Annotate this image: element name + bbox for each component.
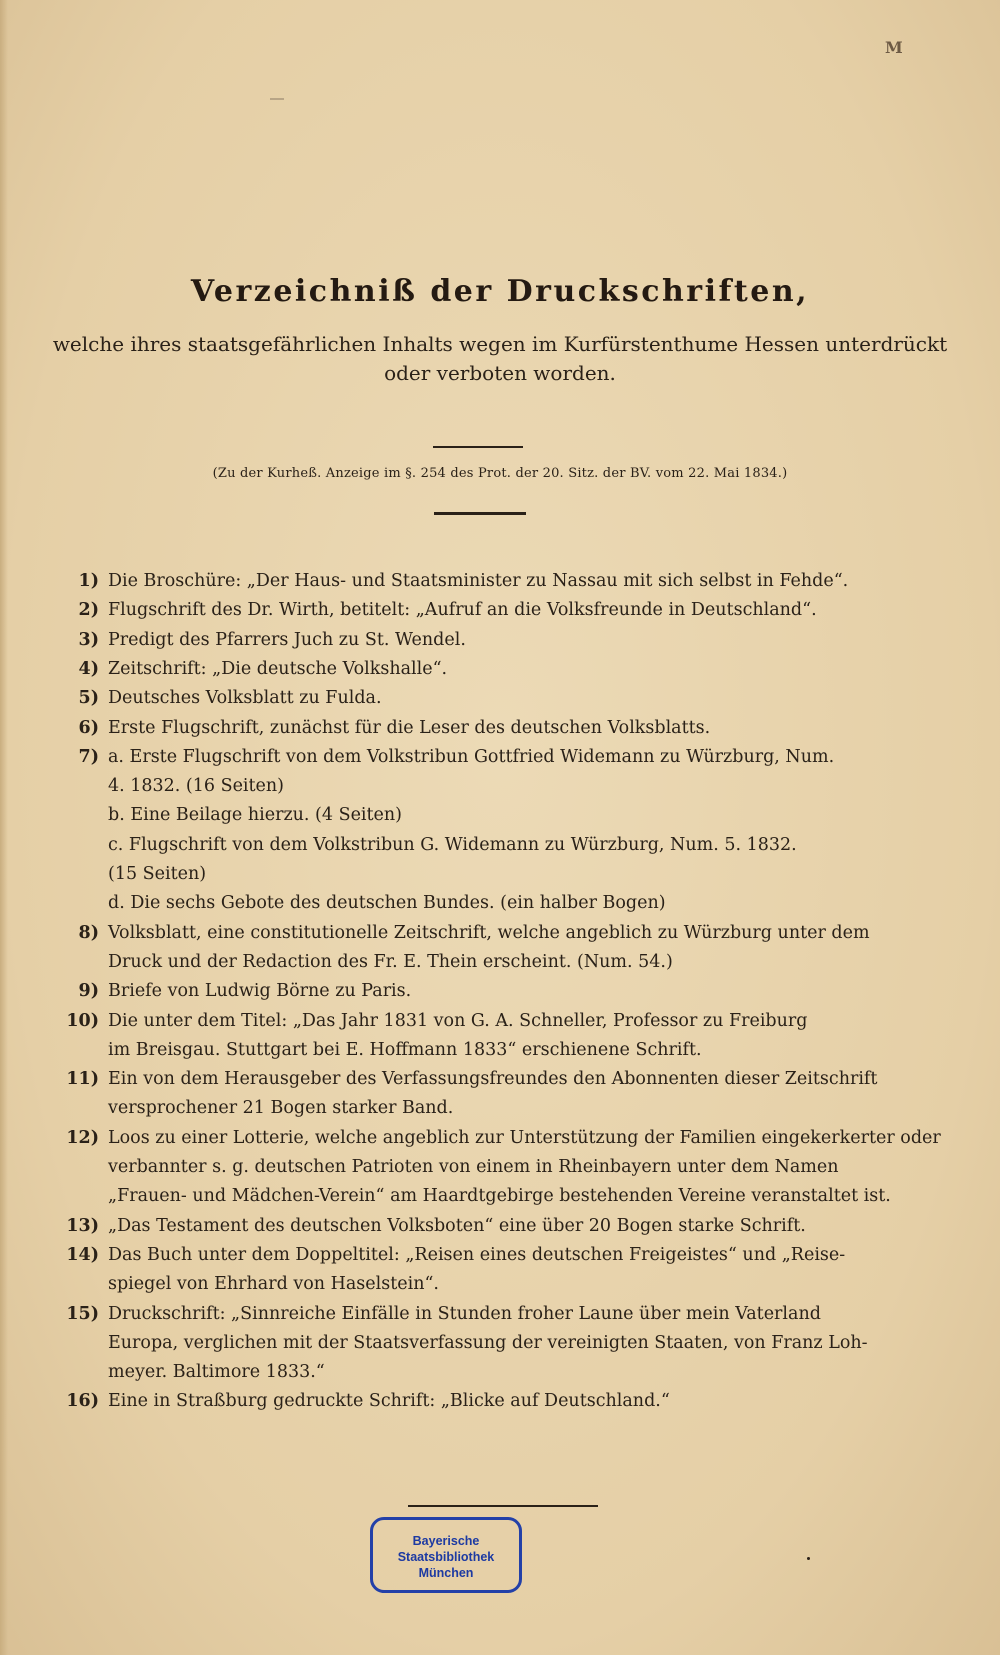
list-item-number: 14) (66, 1244, 99, 1265)
list-item-text: Flugschrift des Dr. Wirth, betitelt: „Aufruf an die Volksfreunde in Deutschland“. (108, 600, 817, 621)
list-item-text: Erste Flugschrift, zunächst für die Leser des deutschen Volksblatts. (108, 717, 711, 738)
list-item-text: Briefe von Ludwig Börne zu Paris. (108, 981, 412, 1002)
list-item-text: Eine in Straßburg gedruckte Schrift: „Blicke auf Deutschland.“ (108, 1391, 670, 1412)
list-item-number: 16) (66, 1391, 99, 1412)
ink-speck (270, 98, 284, 100)
document-subtitle (30, 330, 970, 388)
list-item-text: 4. 1832. (16 Seiten) (108, 776, 285, 797)
list-item-number: 10) (66, 1010, 99, 1031)
list-item-number: 13) (66, 1215, 99, 1236)
list-item-text: „Frauen- und Mädchen-Verein“ am Haardtgebirge bestehenden Vereine veranstaltet ist. (108, 1186, 891, 1207)
closing-rule (408, 1505, 598, 1507)
divider-rule-bottom (434, 512, 526, 515)
list-item-text: Zeitschrift: „Die deutsche Volkshalle“. (108, 658, 448, 679)
list-item-text: versprochener 21 Bogen starker Band. (108, 1098, 454, 1119)
list-item-number: 6) (78, 717, 99, 738)
list-item-text: a. Erste Flugschrift von dem Volkstribun Gottfried Widemann zu Würzburg, Num. (108, 746, 835, 767)
list-item-number: 7) (78, 746, 99, 767)
library-stamp (370, 1517, 522, 1593)
document-title: Verzeichniß der Druckschriften, (190, 274, 810, 309)
list-item-text: Die Broschüre: „Der Haus- und Staatsminister zu Nassau mit sich selbst in Fehde“. (108, 571, 849, 591)
list-item-text: Druck und der Redaction des Fr. E. Thein erscheint. (Num. 54.) (108, 951, 673, 972)
list-item-text: Predigt des Pfarrers Juch zu St. Wendel. (108, 629, 466, 650)
list-item-text: Loos zu einer Lotterie, welche angeblich zur Unterstützung der Familien eingekerkerter oder (108, 1127, 941, 1148)
list-item-number: 1) (78, 571, 99, 591)
stamp-line-3: München (418, 1566, 474, 1580)
list-item-text: meyer. Baltimore 1833.“ (108, 1362, 325, 1383)
reference-note: (Zu der Kurheß. Anzeige im §. 254 des Prot. der 20. Sitz. der BV. vom 22. Mai 1834.) (212, 466, 788, 481)
list-item-text: c. Flugschrift von dem Volkstribun G. Widemann zu Würzburg, Num. 5. 1832. (108, 834, 797, 855)
stamp-line-2: Staatsbibliothek (397, 1550, 495, 1564)
list-item-text: Die unter dem Titel: „Das Jahr 1831 von G. A. Schneller, Professor zu Freiburg (108, 1010, 808, 1031)
list-item-number: 9) (78, 981, 99, 1002)
list-item-text: „Das Testament des deutschen Volksboten“ eine über 20 Bogen starke Schrift. (108, 1215, 806, 1236)
subtitle-line-1: welche ihres staatsgefährlichen Inhalts wegen im Kurfürstenthume Hessen unterdrückt (52, 332, 948, 356)
list-item-text: Deutsches Volksblatt zu Fulda. (108, 688, 382, 709)
list-item-number: 2) (78, 600, 99, 621)
list-item-text: Druckschrift: „Sinnreiche Einfälle in Stunden froher Laune über mein Vaterland (108, 1303, 821, 1324)
list-item-text: im Breisgau. Stuttgart bei E. Hoffmann 1833“ erschienene Schrift. (108, 1039, 702, 1060)
list-item-number: 11) (66, 1069, 99, 1090)
list-item-number: 5) (78, 688, 99, 709)
list-item-number: 4) (78, 658, 99, 679)
list-item-text: verbannter s. g. deutschen Patrioten von einem in Rheinbayern unter dem Namen (108, 1157, 839, 1177)
list-item-text: Das Buch unter dem Doppeltitel: „Reisen eines deutschen Freigeistes“ und „Reise- (108, 1244, 846, 1265)
list-item-number: 3) (78, 629, 99, 650)
list-item-text: Ein von dem Herausgeber des Verfassungsfreundes den Abonnenten dieser Zeitschrift (108, 1069, 878, 1090)
list-item-text: (15 Seiten) (108, 864, 207, 884)
list-item-text: Volksblatt, eine constitutionelle Zeitschrift, welche angeblich zu Würzburg unter dem (108, 922, 870, 943)
list-item-text: d. Die sechs Gebote des deutschen Bundes. (ein halber Bogen) (108, 893, 666, 914)
stamp-line-1: Bayerische (412, 1534, 480, 1548)
list-item-number: 8) (78, 922, 99, 943)
list-item-number: 12) (66, 1127, 99, 1148)
list-item-text: b. Eine Beilage hierzu. (4 Seiten) (108, 805, 403, 826)
page-mark: M (885, 38, 902, 57)
subtitle-line-2: oder verboten worden. (384, 361, 616, 385)
list-item-number: 15) (66, 1303, 99, 1324)
list-item-text: Europa, verglichen mit der Staatsverfassung der vereinigten Staaten, von Franz Loh- (108, 1332, 868, 1353)
list-item-text: spiegel von Ehrhard von Haselstein“. (108, 1274, 439, 1295)
divider-rule-top (433, 446, 523, 448)
ink-dot (807, 1557, 810, 1560)
